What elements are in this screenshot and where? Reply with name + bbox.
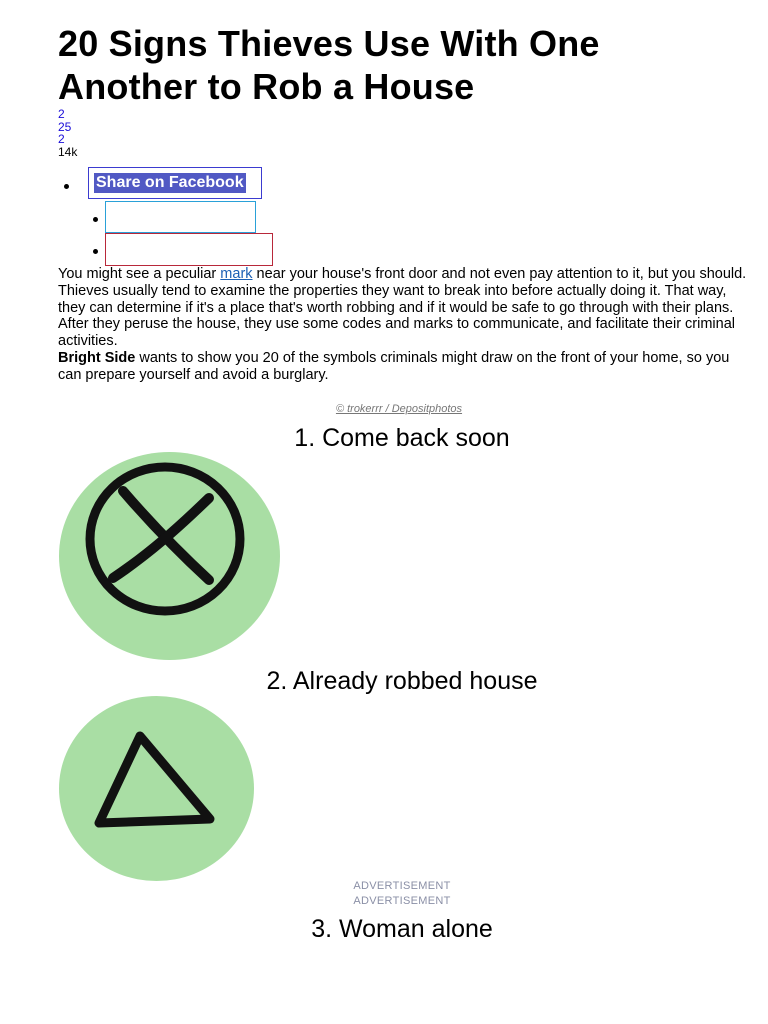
intro-text: You might see a peculiar bbox=[58, 266, 221, 282]
triangle-icon bbox=[59, 696, 254, 881]
share-count-link[interactable]: 2 bbox=[58, 132, 65, 146]
facebook-share-box[interactable] bbox=[88, 167, 262, 199]
article-title: 20 Signs Thieves Use With One Another to Rob a House bbox=[58, 23, 600, 107]
intro-paragraph-2 bbox=[58, 350, 748, 384]
view-count: 14k bbox=[58, 144, 78, 159]
sign-1-image bbox=[59, 452, 280, 660]
sign-2-title: 2. Already robbed house bbox=[266, 667, 538, 695]
sign-3-title: 3. Woman alone bbox=[311, 915, 493, 943]
article-intro bbox=[58, 266, 748, 384]
twitter-share-button[interactable] bbox=[105, 201, 256, 233]
image-credit[interactable]: © trokerrr / Depositphotos bbox=[335, 403, 463, 415]
comment-count-link[interactable]: 2 bbox=[58, 107, 65, 121]
intro-text: wants to show you 20 of the symbols criminals might draw on the front of your home, so you can prepare yourself and avoid a burglary. bbox=[58, 349, 730, 383]
brand-name: Bright Side bbox=[58, 349, 136, 366]
list-bullet bbox=[64, 184, 69, 189]
list-bullet bbox=[93, 217, 98, 222]
intro-paragraph bbox=[58, 266, 748, 350]
pinterest-share-button[interactable] bbox=[105, 233, 273, 266]
like-count-link[interactable]: 25 bbox=[58, 119, 72, 134]
facebook-share-button[interactable]: Share on Facebook bbox=[96, 174, 244, 191]
mark-link[interactable]: mark bbox=[220, 266, 253, 282]
list-bullet bbox=[93, 249, 98, 254]
intro-text: near your house's front door and not even pay attention to it, but you should. Thieves usually tend to examine the properties they want to break into before actually doing it. That way, they can determine if it's a place that's worth robbing and if it would be safe to go through with their plans. After they peruse the house, they use some codes and marks to communicate, and facilitate their criminal activities. bbox=[58, 266, 747, 350]
advertisement-label: ADVERTISEMENT bbox=[353, 880, 451, 892]
circled-x-icon bbox=[59, 452, 280, 660]
sign-2-image bbox=[59, 696, 254, 881]
share-counts bbox=[58, 108, 77, 158]
advertisement-label: ADVERTISEMENT bbox=[353, 895, 451, 907]
sign-1-title: 1. Come back soon bbox=[294, 424, 510, 452]
